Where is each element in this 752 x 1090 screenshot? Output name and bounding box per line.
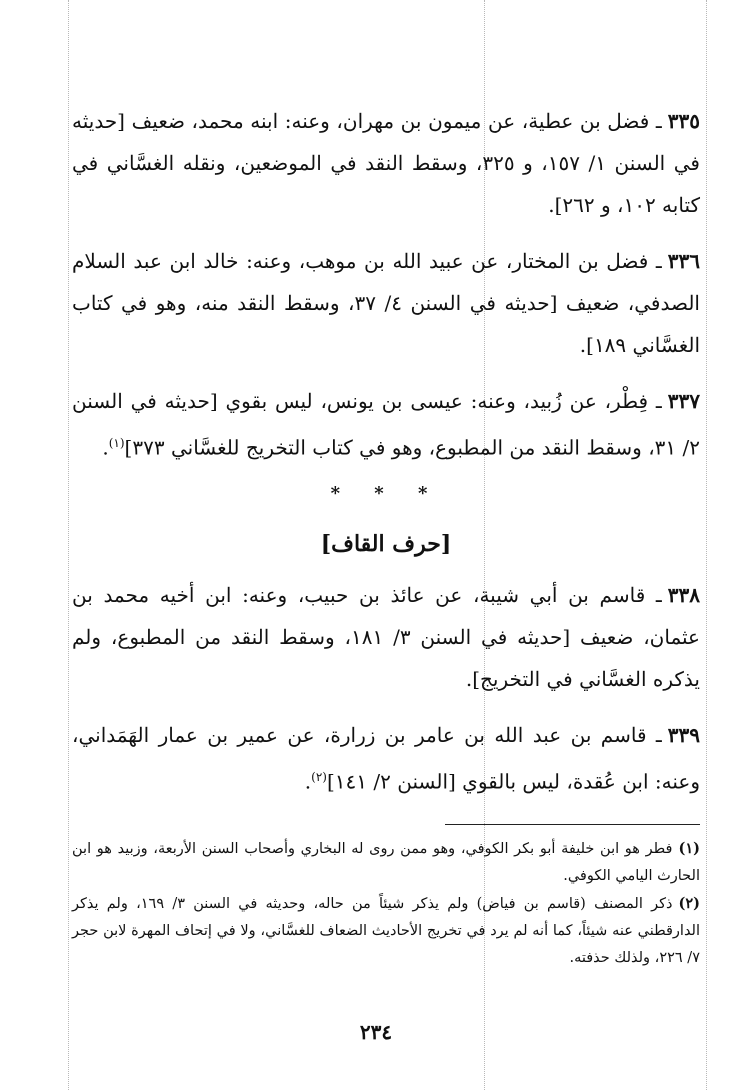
footnote-text: ذكر المصنف (قاسم بن فياض) ولم يذكر شيئاً من حاله، وحديثه في السنن ٣/ ١٦٩، ولم يذكر الدارقطني عنه شيئاً، كما أنه لم يرد في تخريج الأحاديث الضعاف للغسَّاني، ولا في إتحاف المهرة لابن حجر ٧/ ٢٢٦، ولذلك حذفته.: [72, 896, 700, 967]
footnote-2: [72, 890, 700, 972]
entry-number: ٣٣٦: [667, 249, 700, 273]
entry-337: [72, 380, 700, 469]
page-number: ٢٣٤: [359, 1020, 393, 1044]
footnote-ref: (١): [108, 436, 125, 450]
margin-guide-right: [706, 0, 707, 1090]
entry-text: ـ قاسم بن أبي شيبة، عن عائذ بن حبيب، وعنه: ابن أخيه محمد بن عثمان، ضعيف [حديثه في السنن ٣/ ١٨١، وسقط النقد من المطبوع، ولم يذكره الغسَّاني في التخريج].: [72, 582, 700, 691]
entry-end: .: [304, 769, 312, 794]
entry-339: [72, 714, 700, 803]
margin-guide-left: [68, 0, 69, 1090]
entry-text: ـ فضل بن عطية، عن ميمون بن مهران، وعنه: ابنه محمد، ضعيف [حديثه في السنن ١/ ١٥٧، و ٣٢٥، وسقط النقد في الموضعين، ونقله الغسَّاني في كتابه ١٠٢، و ٢٦٢].: [72, 109, 700, 217]
entry-335: [72, 100, 700, 226]
footnote-ref: (٢): [311, 769, 327, 784]
footnote-1: [72, 835, 700, 890]
entry-text: ـ قاسم بن عبد الله بن عامر بن زرارة، عن عمير بن عمار الهَمَداني، وعنه: ابن عُقدة، ليس بالقوي [السنن ٢/ ١٤١]: [72, 722, 700, 794]
entry-text: ـ فِطْر، عن زُبيد، وعنه: عيسى بن يونس، ليس بقوي [حديثه في السنن ٢/ ٣١، وسقط النقد من المطبوع، وهو في كتاب التخريج للغسَّاني ٣٧٣]: [72, 389, 700, 460]
footnote-mark: (٢): [678, 895, 700, 913]
section-title: [حرف القاف]: [320, 530, 452, 557]
entry-end: .: [102, 435, 109, 460]
entry-336: [72, 240, 700, 366]
entry-number: ٣٣٨: [667, 582, 700, 607]
entry-number: ٣٣٩: [667, 722, 700, 747]
separator-stars: * * *: [330, 482, 442, 504]
footnote-text: فطر هو ابن خليفة أبو بكر الكوفي، وهو ممن روى له البخاري وأصحاب السنن الأربعة، وزبيد هو ابن الحارث اليامي الكوفي.: [72, 841, 700, 885]
entry-number: ٣٣٧: [667, 389, 700, 413]
main-text: [72, 100, 700, 972]
entry-number: ٣٣٥: [667, 109, 700, 133]
footnote-mark: (١): [678, 840, 700, 858]
footnote-divider: [445, 824, 700, 825]
entry-338: [72, 574, 700, 700]
entry-text: ـ فضل بن المختار، عن عبيد الله بن موهب، وعنه: خالد ابن عبد السلام الصدفي، ضعيف [حديثه في السنن ٤/ ٣٧، وسقط النقد منه، وهو في كتاب الغسَّاني ١٨٩].: [72, 249, 700, 357]
